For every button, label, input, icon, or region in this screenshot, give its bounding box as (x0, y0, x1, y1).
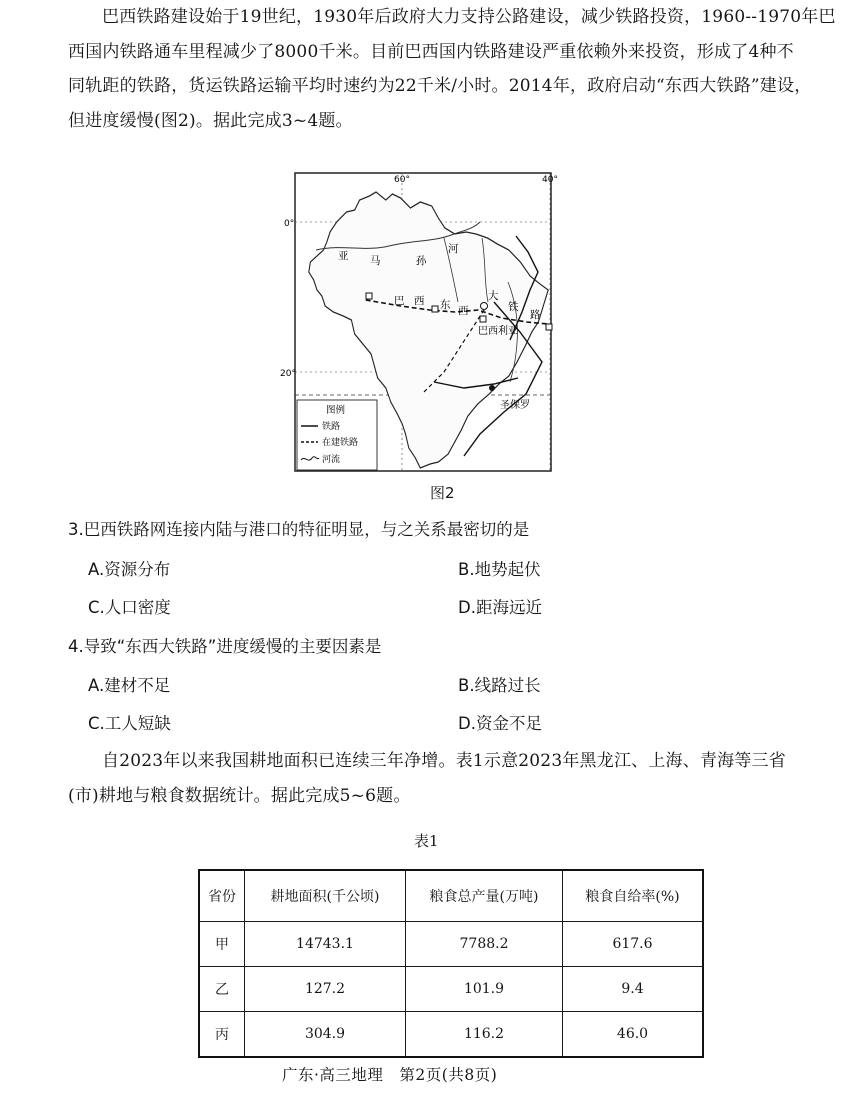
city-marker (432, 306, 438, 312)
question-3-stem: 3.巴西铁路网连接内陆与港口的特征明显，与之关系最密切的是 (68, 520, 530, 539)
q4-option-d[interactable]: D.资金不足 (458, 714, 542, 733)
map-label: 亚 (338, 250, 349, 262)
map-label: 巴 (394, 295, 405, 307)
table-cell: 127.2 (245, 967, 406, 1012)
header-self-sufficiency: 粮食自给率(%) (563, 870, 704, 922)
map-label: 河 (448, 243, 459, 255)
table-row (199, 967, 703, 1012)
table-cell: 甲 (199, 922, 245, 967)
passage-line: 同轨距的铁路，货运铁路运输平均时速约为22千米/小时。2014年，政府启动“东西大铁路”建设， (68, 76, 812, 96)
passage-line: 西国内铁路通车里程减少了8000千米。目前巴西国内铁路建设严重依赖外来投资，形成了4种不 (68, 41, 794, 62)
table-cell: 乙 (199, 967, 245, 1012)
map-label-brasilia: 巴西利亚 (478, 326, 518, 337)
lat-label: 20° (280, 369, 296, 379)
table-cell: 304.9 (245, 1012, 406, 1058)
brasilia-marker (480, 316, 486, 322)
table-cell: 46.0 (563, 1012, 704, 1058)
city-marker (481, 303, 488, 310)
legend-title: 图例 (326, 405, 346, 416)
table-row (199, 922, 703, 967)
passage-line: 但进度缓慢(图2)。据此完成3~4题。 (68, 110, 353, 131)
map-label-sao-paulo: 圣保罗 (500, 400, 530, 411)
legend-railway: 铁路 (322, 422, 341, 432)
city-marker (546, 324, 552, 330)
map-label: 马 (370, 255, 381, 267)
q4-option-b[interactable]: B.线路过长 (458, 676, 541, 695)
lon-label: 40° (542, 175, 558, 185)
header-farmland-area: 耕地面积(千公顷) (245, 870, 406, 922)
table-cell: 丙 (199, 1012, 245, 1058)
q4-option-a[interactable]: A.建材不足 (88, 676, 171, 695)
passage-line: 自2023年以来我国耕地面积已连续三年净增。表1示意2023年黑龙江、上海、青海等三省 (102, 751, 786, 771)
header-grain-output: 粮食总产量(万吨) (406, 870, 563, 922)
q3-option-a[interactable]: A.资源分布 (88, 560, 171, 579)
map-label: 西 (458, 305, 469, 317)
passage-2 (68, 744, 803, 813)
map-label: 铁 (508, 301, 519, 313)
table-cell: 9.4 (563, 967, 704, 1012)
map-label: 大 (488, 290, 499, 302)
q3-option-d[interactable]: D.距海远近 (458, 598, 542, 617)
map-label: 孙 (416, 255, 427, 267)
figure-caption: 图2 (430, 484, 455, 502)
table-cell: 116.2 (406, 1012, 563, 1058)
legend-under-construction: 在建铁路 (322, 438, 359, 448)
map-label: 东 (440, 299, 451, 311)
table-title: 表1 (414, 832, 439, 850)
page-footer: 广东·高三地理 第2页(共8页) (282, 1066, 498, 1084)
legend-river: 河流 (322, 455, 341, 465)
q3-option-c[interactable]: C.人口密度 (88, 598, 171, 617)
header-province: 省份 (199, 870, 245, 922)
table-cell: 7788.2 (406, 922, 563, 967)
brazil-railway-map (280, 172, 558, 472)
question-4-stem: 4.导致“东西大铁路”进度缓慢的主要因素是 (68, 637, 382, 656)
table-row (199, 1012, 703, 1058)
lon-label: 60° (394, 175, 410, 185)
lat-label: 0° (284, 219, 295, 229)
city-marker (366, 293, 372, 299)
data-table (198, 869, 704, 1058)
table-cell: 617.6 (563, 922, 704, 967)
passage-1 (68, 0, 836, 138)
table-cell: 101.9 (406, 967, 563, 1012)
map-legend (297, 400, 377, 470)
passage-line: (市)耕地与粮食数据统计。据此完成5~6题。 (68, 785, 411, 806)
map-label: 路 (530, 309, 541, 321)
q3-option-b[interactable]: B.地势起伏 (458, 560, 541, 579)
table-header-row (199, 870, 703, 922)
map-label: 西 (414, 295, 425, 307)
q4-option-c[interactable]: C.工人短缺 (88, 714, 171, 733)
sao-paulo-marker (489, 385, 495, 391)
passage-line: 巴西铁路建设始于19世纪，1930年后政府大力支持公路建设，减少铁路投资，1960--1970年巴 (102, 7, 836, 27)
table-cell: 14743.1 (245, 922, 406, 967)
